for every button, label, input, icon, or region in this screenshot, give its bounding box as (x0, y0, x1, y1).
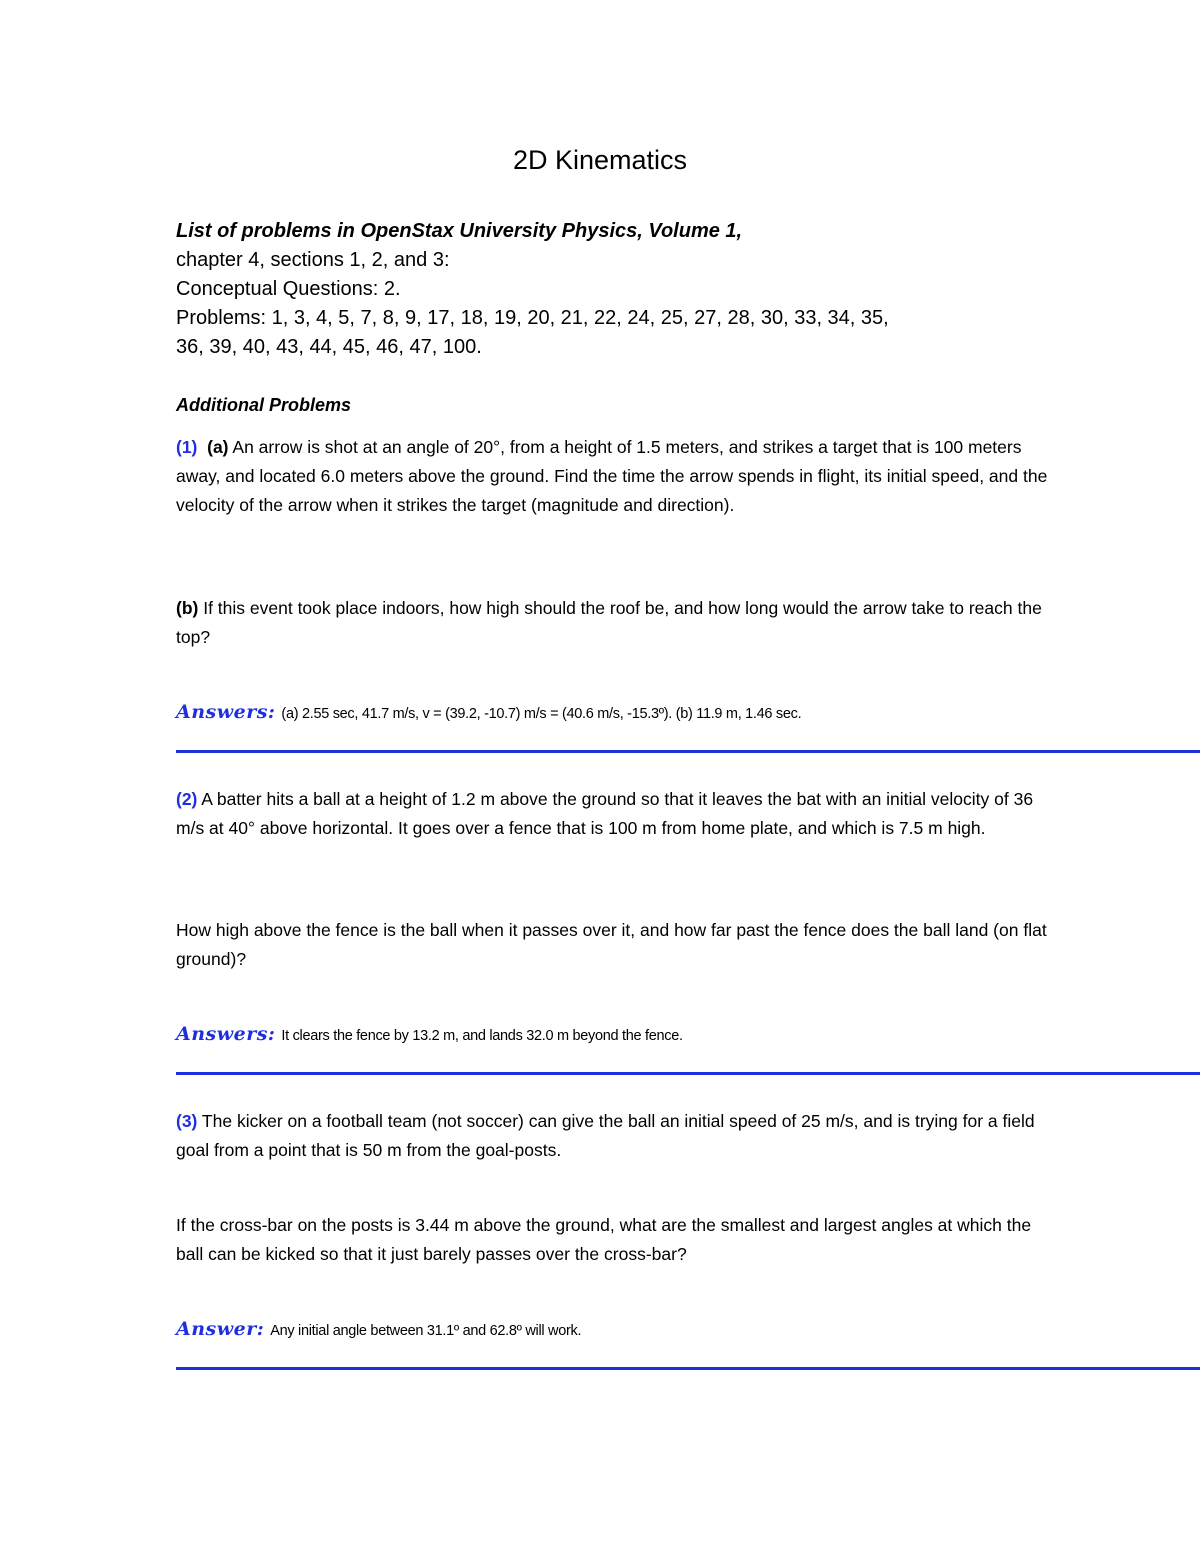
section-divider (176, 1367, 1200, 1370)
problem-3-question: If the cross-bar on the posts is 3.44 m above the ground, what are the smallest and largest angles at which the ball can be kicked so that it just barely passes over the cross-bar? (176, 1215, 1032, 1264)
problem-2-statement (176, 785, 1056, 843)
problem-3-statement (176, 1107, 1056, 1165)
problem-3-answer-text: Any initial angle between 31.1º and 62.8º will work. (270, 1323, 582, 1339)
problem-3-answer-label: Answer: (176, 1318, 265, 1340)
problem-1-answer-label: Answers: (176, 701, 276, 723)
textbook-reference: List of problems in OpenStax University Physics, Volume 1, (176, 220, 743, 242)
problem-3-answer (176, 1314, 1176, 1346)
problem-list-intro (176, 217, 1136, 362)
problem-2-answer-label: Answers: (176, 1023, 276, 1045)
problem-1-part-b (176, 594, 1056, 652)
problem-1-answer-text: (a) 2.55 sec, 41.7 m/s, v = (39.2, -10.7) m/s = (40.6 m/s, -15.3º). (b) 11.9 m, 1.46 sec. (281, 706, 802, 722)
problem-1-part-a-text: An arrow is shot at an angle of 20°, from a height of 1.5 meters, and strikes a target that is 100 meters away, and located 6.0 meters above the ground. Find the time the arrow spends in flight, its initial speed, and the velocity of the arrow when it strikes the target (magnitude and direction). (176, 437, 1048, 515)
problem-1-part-b-text: If this event took place indoors, how high should the roof be, and how long would the arrow take to reach the top? (176, 598, 1042, 647)
problem-2-answer-text: It clears the fence by 13.2 m, and lands 32.0 m beyond the fence. (281, 1028, 683, 1044)
problem-2-number: (2) (176, 789, 198, 809)
problem-2-question: How high above the fence is the ball when it passes over it, and how far past the fence does the ball land (on flat ground)? (176, 920, 1047, 969)
problem-3-text: The kicker on a football team (not soccer) can give the ball an initial speed of 25 m/s, and is trying for a field goal from a point that is 50 m from the goal-posts. (176, 1111, 1035, 1160)
section-divider (176, 750, 1200, 753)
problem-1-part-b-label: (b) (176, 598, 199, 618)
additional-problems-heading: Additional Problems (176, 395, 352, 415)
conceptual-questions: Conceptual Questions: 2. (176, 278, 401, 300)
problem-1-part-a (176, 433, 1056, 520)
problem-2-answer (176, 1019, 1176, 1051)
section-divider (176, 1072, 1200, 1075)
problem-1-answer (176, 697, 1176, 729)
problem-1-number: (1) (176, 437, 198, 457)
chapter-sections: chapter 4, sections 1, 2, and 3: (176, 249, 450, 271)
problem-2-text: A batter hits a ball at a height of 1.2 m above the ground so that it leaves the bat with an initial velocity of 36 m/s at 40° above horizontal. It goes over a fence that is 100 m from home plate, and which is 7.5 m high. (176, 789, 1034, 838)
problem-1-part-a-label: (a) (207, 437, 229, 457)
problems-list-line-1: Problems: 1, 3, 4, 5, 7, 8, 9, 17, 18, 19, 20, 21, 22, 24, 25, 27, 28, 30, 33, 34, 35, (176, 307, 889, 329)
problems-list-line-2: 36, 39, 40, 43, 44, 45, 46, 47, 100. (176, 336, 482, 358)
problem-3-number: (3) (176, 1111, 198, 1131)
page-title: 2D Kinematics (512, 145, 688, 175)
